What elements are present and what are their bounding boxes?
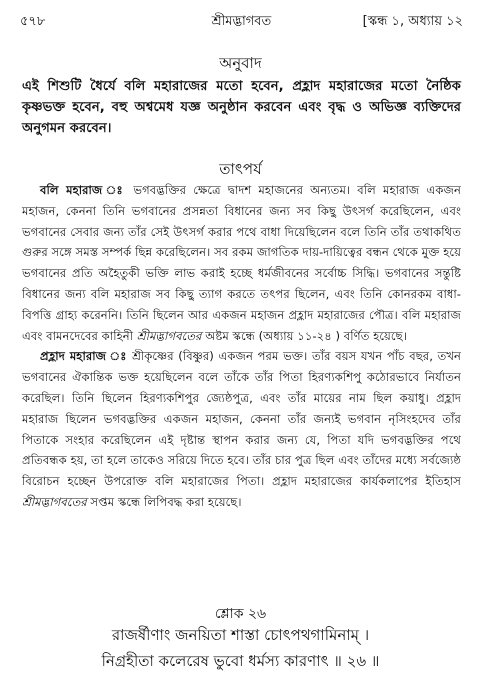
page-header bbox=[20, 8, 463, 36]
scripture-title: শ্রীমদ্ভাগবতের bbox=[136, 328, 202, 343]
paragraph-text: ভগবদ্ভক্তির ক্ষেত্রে দ্বাদশ মহাজনের অন্যতম। বলি মহারাজ একজন মহাজন, কেননা তিনি ভগবানের প্রসন্নতা বিধানের জন্য সব কিছু উৎসর্গ করেছিলেন, এবং ভগবানের সেবার জন্য তাঁর সেই উৎসর্গ করার পথে বাধা দিয়েছিলেন বলে তিনি তাঁর তথাকথিত গুরুর সঙ্গে সমস্ত সম্পর্ক ছিন্ন করেছিলেন। সব রকম জাগতিক দায়-দায়িত্বের বন্ধন থেকে মুক্ত হয়ে ভগবানের প্রতি অহৈতুকী ভক্তি লাভ করাই হচ্ছে ধর্মজীবনের সর্বোচ্চ সিদ্ধি। ভগবানের সন্তুষ্টি বিধানের জন্য বলি মহারাজ সব কিছু ত্যাগ করতে তৎপর ছিলেন, এবং তিনি কোনরকম বাধা-বিপত্তি গ্রাহ্য করেননি। তিনি ছিলেন আর একজন মহাজন প্রহ্লাদ মহারাজের পৌত্র। বলি মহারাজ এবং বামনদেবের কাহিনী bbox=[22, 183, 461, 343]
purport-heading: তাৎপর্য bbox=[219, 160, 262, 178]
paragraph-lead-bali: বলি মহারাজ ঃ bbox=[40, 183, 127, 197]
scripture-title: শ্রীমদ্ভাগবতের bbox=[22, 494, 87, 509]
verse-title: শ্লোক ২৬ bbox=[214, 606, 267, 622]
paragraph-text: অষ্টম স্কন্ধে (অধ্যায় ১১-২৪ ) বর্ণিত হয়েছে। bbox=[201, 328, 407, 343]
paragraph-text: শ্রীকৃষ্ণের (বিষ্ণুর) একজন পরম ভক্ত। তাঁর বয়স যখন পাঁচ বছর, তখন ভগবানের ঐকান্তিক ভক্ত হয়েছিলেন বলে তাঁকে তাঁর পিতা হিরণ্যকশিপু কঠোরভাবে নির্যাতন করেছিল। তিনি ছিলেন হিরণ্যকশিপুর জ্যেষ্ঠপুত্র, এবং তাঁর মায়ের নাম ছিল কয়াধু। প্রহ্লাদ মহারাজ ছিলেন ভগবদ্ভক্তির একজন মহাজন, কেননা তাঁর জন্যই ভগবান নৃসিংহদেব তাঁর পিতাকে সংহার করেছিলেন এই দৃষ্টান্ত স্থাপন করার জন্য যে, পিতা যদি ভগবদ্ভক্তির পথে প্রতিবন্ধক হয়, তা হলে তাকেও সরিয়ে দিতে হবে। তাঁর চার পুত্র ছিল এবং তাঁদের মধ্যে সর্বজ্যেষ্ঠ বিরোচন হচ্ছেন উপরোক্ত বলি মহারাজের পিতা। প্রহ্লাদ মহারাজের কার্যকলাপের ইতিহাস bbox=[22, 349, 461, 489]
translation-heading: অনুবাদ bbox=[219, 54, 262, 72]
paragraph-text: সপ্তম স্কন্ধে লিপিবদ্ধ করা হয়েছে। bbox=[86, 494, 242, 509]
page-number: ৫৭৮ bbox=[20, 14, 46, 29]
purport-paragraph-bali bbox=[22, 180, 461, 346]
verse-line: রাজর্ষীণাং জনয়িতা শাস্তা চোৎপথগামিনাম্ । bbox=[111, 626, 370, 644]
chapter-reference: [স্কন্ধ ১, অধ্যায় ১২ bbox=[362, 14, 463, 29]
purport-paragraph-prahlada bbox=[22, 346, 461, 512]
verse-line: নিগ্রহীতা কলেরেষ ভুবো ধর্মস্য কারণাৎ ॥ ২৬ ॥ bbox=[101, 652, 380, 670]
purport-body bbox=[22, 180, 461, 513]
translation-text: এই শিশুটি ধৈর্যে বলি মহারাজের মতো হবেন, প্রহ্লাদ মহারাজের মতো নৈষ্ঠিক কৃষ্ণভক্ত হবেন, বহু অশ্বমেধ যজ্ঞ অনুষ্ঠান করবেন এবং বৃদ্ধ ও অভিজ্ঞ ব্যক্তিদের অনুগমন করবেন। bbox=[22, 79, 461, 136]
book-title: শ্রীমদ্ভাগবত bbox=[211, 14, 272, 29]
paragraph-lead-prahlada: প্রহ্লাদ মহারাজ ঃ bbox=[40, 349, 128, 364]
